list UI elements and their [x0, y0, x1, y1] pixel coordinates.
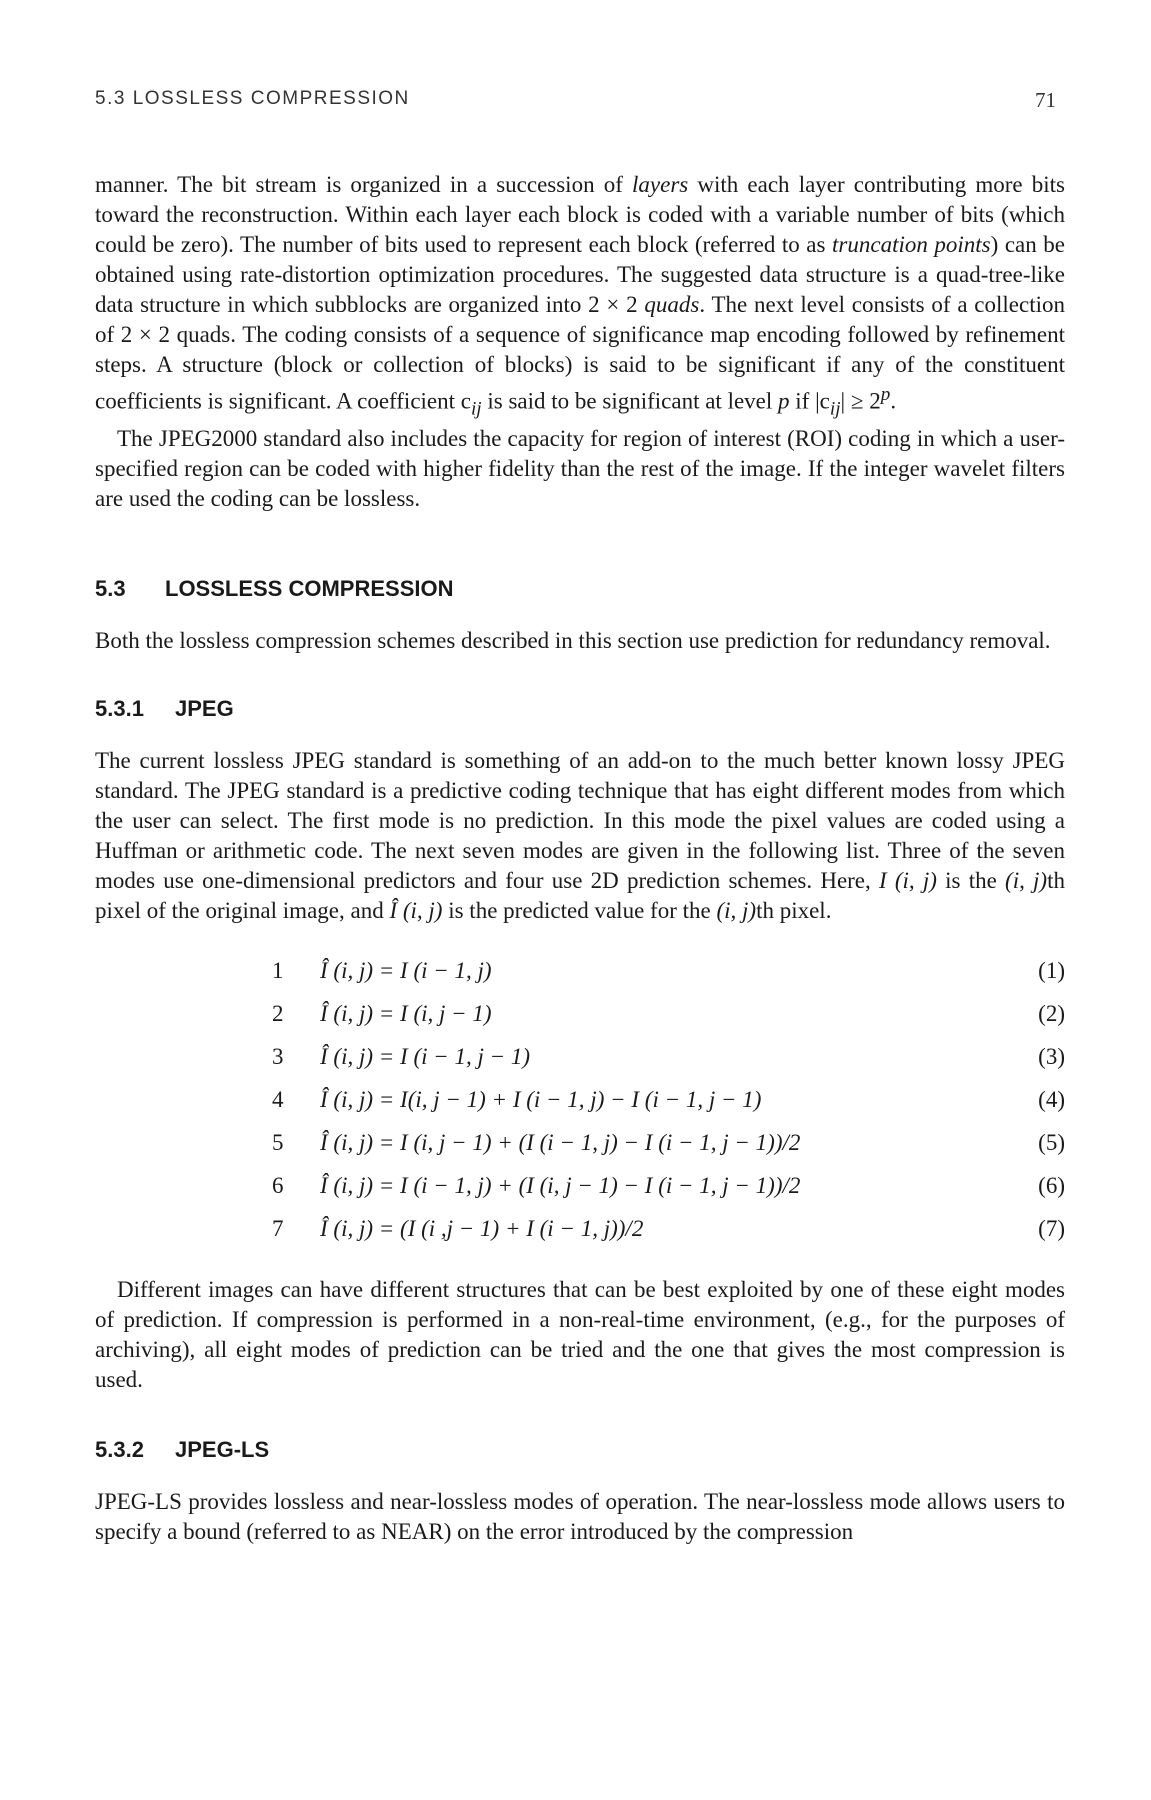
equation-row [95, 1038, 1065, 1081]
equation-row [95, 995, 1065, 1038]
equation-index: 6 [272, 1173, 284, 1199]
equation-expression: Î (i, j) = (I (i ,j − 1) + I (i − 1, j))/2 [320, 1216, 644, 1242]
intro-paragraph-1: manner. The bit stream is organized in a succession of layers with each layer contributing more bits toward the reconstruction. Within each layer each block is coded with a variable number of bits (which could be zero). The number of bits used to represent each block (referred to as truncation points) can be obtained using rate-distortion optimization procedures. The suggested data structure is a quad-tree-like data structure in which subblocks are organized into 2 × 2 quads. The next level consists of a collection of 2 × 2 quads. The coding consists of a sequence of significance map encoding followed by refinement steps. A structure (block or collection of blocks) is said to be significant if any of the constituent coefficients is significant. A coefficient $c_{ij}$ is said to be significant at level p if $|c_{ij}| \ge 2^p$. [95, 172, 1066, 420]
jpeg-ls-paragraph: JPEG-LS provides lossless and near-lossless modes of operation. The near-lossless mode allows users to specify a bound (referred to as NEAR) on the error introduced by the compression [95, 1489, 1065, 1545]
equation-expression: Î (i, j) = I(i, j − 1) + I (i − 1, j) − I (i − 1, j − 1) [320, 1087, 762, 1113]
equation-index: 5 [272, 1130, 284, 1156]
equation-index: 3 [272, 1044, 284, 1070]
prediction-modes-list [95, 952, 1065, 1253]
jpeg-paragraph-1: The current lossless JPEG standard is something of an add-on to the much better known lossy JPEG standard. The JPEG standard is a predictive coding technique that has eight different modes from which the user can select. The first mode is no prediction. In this mode the pixel values are coded using a Huffman or arithmetic code. The next seven modes are given in the following list. Three of the seven modes use one-dimensional predictors and four use 2D prediction schemes. Here, I (i, j) is the (i, j)th pixel of the original image, and Î (i, j) is the predicted value for the (i, j)th pixel. [95, 748, 1065, 924]
section-paragraph: Both the lossless compression schemes described in this section use prediction for redundancy removal. [95, 628, 1051, 654]
equation-number: (6) [1038, 1173, 1065, 1199]
equation-number: (2) [1038, 1001, 1065, 1027]
equation-number: (3) [1038, 1044, 1065, 1070]
equation-row [95, 1167, 1065, 1210]
subsection-title: JPEG [175, 696, 234, 722]
page-body [95, 170, 1065, 1547]
equation-number: (5) [1038, 1130, 1065, 1156]
subsection-number: 5.3.1 [95, 696, 144, 722]
subsection-number: 5.3.2 [95, 1437, 144, 1463]
equation-index: 1 [272, 958, 284, 984]
equation-expression: Î (i, j) = I (i − 1, j − 1) [320, 1044, 531, 1070]
equation-number: (1) [1038, 958, 1065, 984]
section-title: LOSSLESS COMPRESSION [165, 576, 454, 602]
intro-paragraph-2: The JPEG2000 standard also includes the capacity for region of interest (ROI) coding in which a user-specified region can be coded with higher fidelity than the rest of the image. If the integer wavelet filters are used the coding can be lossless. [95, 426, 1065, 512]
jpeg-paragraph-2: Different images can have different structures that can be best exploited by one of these eight modes of prediction. If compression is performed in a non-real-time environment, (e.g., for the purposes of archiving), all eight modes of prediction can be tried and the one that gives the most compression is used. [95, 1277, 1065, 1393]
equation-index: 2 [272, 1001, 284, 1027]
equation-expression: Î (i, j) = I (i, j − 1) [320, 1001, 492, 1027]
section-heading [95, 574, 1065, 604]
equation-expression: Î (i, j) = I (i − 1, j) + (I (i, j − 1) − I (i − 1, j − 1))/2 [320, 1173, 801, 1199]
equation-row [95, 1124, 1065, 1167]
page-number: 71 [1035, 88, 1056, 112]
equation-row [95, 1081, 1065, 1124]
subsection-title: JPEG-LS [175, 1437, 270, 1463]
equation-number: (4) [1038, 1087, 1065, 1113]
section-number: 5.3 [95, 576, 126, 602]
equation-row [95, 952, 1065, 995]
equation-expression: Î (i, j) = I (i, j − 1) + (I (i − 1, j) − I (i − 1, j − 1))/2 [320, 1130, 801, 1156]
running-title: 5.3 LOSSLESS COMPRESSION [95, 88, 410, 109]
equation-number: (7) [1038, 1216, 1065, 1242]
subsection-heading-jpeg [95, 694, 1065, 724]
running-head [95, 88, 1056, 118]
equation-index: 7 [272, 1216, 284, 1242]
equation-expression: Î (i, j) = I (i − 1, j) [320, 958, 492, 984]
equation-row [95, 1210, 1065, 1253]
subsection-heading-jpeg-ls [95, 1435, 1065, 1465]
equation-index: 4 [272, 1087, 284, 1113]
